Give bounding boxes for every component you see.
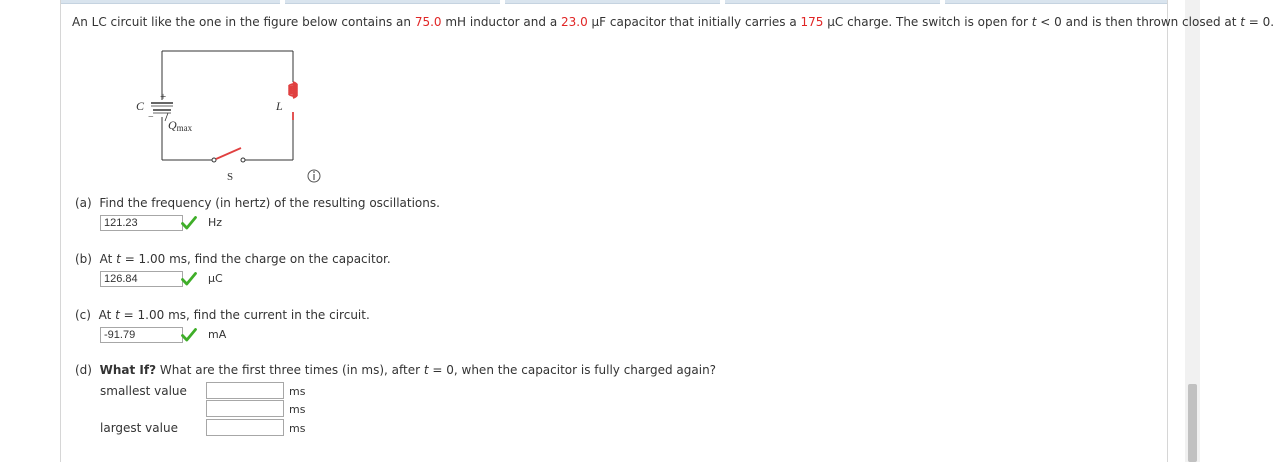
minus-sign: −: [148, 112, 154, 123]
plus-sign: +: [160, 91, 167, 103]
switch-label: S: [227, 171, 234, 183]
circuit-diagram: [125, 45, 335, 190]
question-c: [75, 308, 370, 322]
answer-input-a[interactable]: 121.23: [100, 215, 183, 231]
part-label: (c): [75, 308, 91, 322]
time-variable: t: [116, 252, 121, 266]
inductor-label: L: [276, 99, 283, 113]
check-icon: [181, 216, 197, 230]
capacitance-value: 23.0: [561, 15, 588, 29]
time-variable: t: [1031, 15, 1037, 29]
qmax-label: [168, 118, 193, 133]
unit-label: ms: [289, 385, 306, 398]
qmax-symbol: Q: [168, 118, 177, 132]
charge-value: 175: [800, 15, 824, 29]
qmax-subscript: max: [176, 123, 193, 133]
time-input-3[interactable]: [206, 419, 284, 436]
question-text: At: [99, 252, 117, 266]
answer-input-b[interactable]: 126.84: [100, 271, 183, 287]
time-input-2[interactable]: [206, 400, 284, 417]
inductance-value: 75.0: [414, 15, 442, 29]
capacitor-label: C: [136, 99, 145, 113]
part-label: (a): [75, 196, 92, 210]
answer-input-c[interactable]: -91.79: [100, 327, 183, 343]
question-text: = 0, when the capacitor is fully charged again?: [428, 363, 717, 377]
question-text: = 1.00 ms, find the charge on the capacitor.: [120, 252, 391, 266]
problem-statement: [72, 15, 1274, 29]
question-text: At: [98, 308, 116, 322]
vertical-scrollbar[interactable]: [1185, 0, 1200, 462]
problem-text: μC charge. The switch is open for: [823, 15, 1032, 29]
problem-text: An LC circuit like the one in the figure below contains an: [72, 15, 415, 29]
what-if-label: What If?: [99, 363, 157, 377]
largest-value-label: largest value: [100, 421, 178, 435]
lc-circuit-figure: [125, 45, 335, 190]
question-d: [75, 363, 716, 377]
unit-label: ms: [289, 403, 306, 416]
check-icon: [181, 328, 197, 342]
time-variable: t: [1240, 15, 1245, 29]
unit-label: ms: [289, 422, 306, 435]
unit-label: Hz: [208, 216, 223, 229]
unit-label: mA: [208, 328, 227, 341]
time-input-1[interactable]: [206, 382, 284, 399]
question-text: Find the frequency (in hertz) of the resulting oscillations.: [99, 196, 440, 210]
unit-label: μC: [208, 272, 223, 285]
time-variable: t: [423, 363, 429, 377]
problem-text: = 0.: [1244, 15, 1274, 29]
capacitor: [151, 103, 173, 110]
info-icon[interactable]: [308, 170, 320, 182]
problem-text: mH inductor and a: [441, 15, 561, 29]
part-label: (b): [75, 252, 92, 266]
switch: [212, 148, 245, 162]
scrollbar-thumb[interactable]: [1188, 384, 1197, 462]
check-icon: [181, 272, 197, 286]
question-text: = 1.00 ms, find the current in the circuit.: [119, 308, 370, 322]
question-b: [75, 252, 391, 266]
problem-text: μF capacitor that initially carries a: [587, 15, 801, 29]
question-a: [75, 196, 440, 210]
question-text: What are the first three times (in ms), after: [156, 363, 424, 377]
part-label: (d): [75, 363, 92, 377]
smallest-value-label: smallest value: [100, 384, 187, 398]
problem-text: < 0 and is then thrown closed at: [1036, 15, 1241, 29]
time-variable: t: [115, 308, 120, 322]
